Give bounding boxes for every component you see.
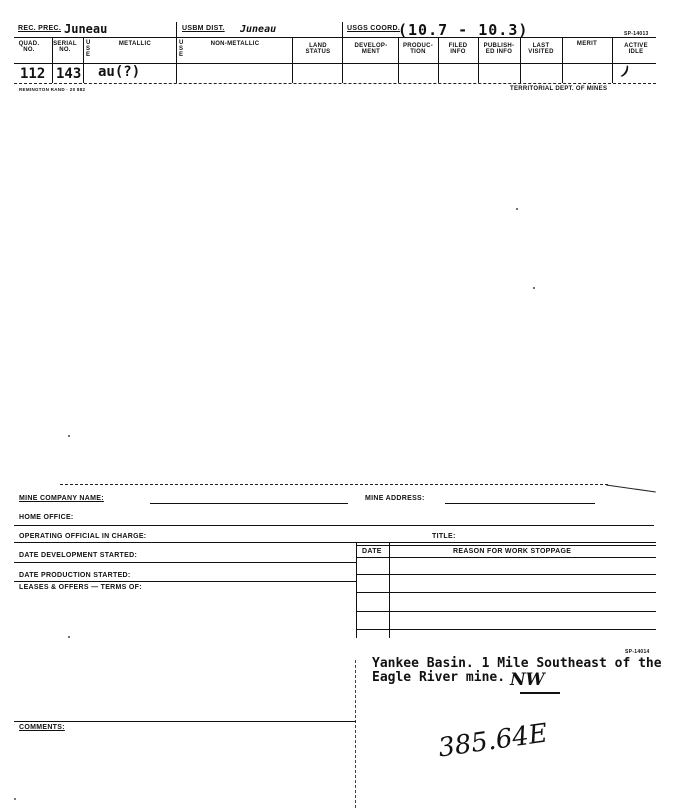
printer-imprint: REMINGTON RAND · 20 882 xyxy=(19,87,86,92)
bottom-card xyxy=(0,470,678,808)
pencil-stroke xyxy=(606,485,656,493)
col-published-info: PUBLISH-ED INFO xyxy=(483,43,515,55)
usbm-dist-value: Juneau xyxy=(240,24,277,35)
leases-offers-label: LEASES & OFFERS — TERMS OF: xyxy=(19,584,142,591)
col-metallic: METALLIC xyxy=(118,41,152,47)
divider xyxy=(355,660,356,808)
scan-speck xyxy=(516,208,518,210)
department-name: TERRITORIAL DEPT. OF MINES xyxy=(510,86,608,92)
quad-value: 112 xyxy=(20,66,46,82)
mine-company-label: MINE COMPANY NAME: xyxy=(19,495,104,502)
home-office-label: HOME OFFICE: xyxy=(19,514,74,521)
title-label: TITLE: xyxy=(432,533,456,540)
usbm-dist-label: USBM DIST. xyxy=(182,25,225,32)
form-number: SP-14013 xyxy=(624,31,649,37)
form-number-bottom: SP-14014 xyxy=(625,649,650,655)
scan-speck xyxy=(533,287,535,289)
date-production-label: DATE PRODUCTION STARTED: xyxy=(19,572,131,579)
reason-column-header: REASON FOR WORK STOPPAGE xyxy=(453,548,572,555)
col-use: U S E xyxy=(86,40,91,58)
location-note-line1: Yankee Basin. 1 Mile Southeast of the xyxy=(372,656,662,671)
mine-address-label: MINE ADDRESS: xyxy=(365,495,425,502)
usgs-coord-value: (10.7 - 10.3) xyxy=(398,21,529,39)
active-idle-mark: ) xyxy=(617,62,633,82)
col-merit: MERIT xyxy=(576,41,598,47)
serial-value: 143 xyxy=(56,66,82,82)
comments-label: COMMENTS: xyxy=(19,724,65,731)
location-note-line2: Eagle River mine. xyxy=(372,670,506,685)
col-nonmetallic: NON-METALLIC xyxy=(210,41,260,47)
col-active-idle: ACTIVE IDLE xyxy=(624,43,648,55)
date-development-label: DATE DEVELOPMENT STARTED: xyxy=(19,552,138,559)
handwritten-number: 385.64E xyxy=(436,718,550,764)
rec-prec-label: REC. PREC. xyxy=(18,25,62,32)
metallic-value: au(?) xyxy=(98,64,141,80)
col-production: PRODUC-TION xyxy=(402,43,434,55)
top-card xyxy=(0,0,678,100)
handwritten-correction: NW xyxy=(510,670,545,690)
date-column-header: DATE xyxy=(362,548,382,555)
scan-speck xyxy=(68,435,70,437)
col-land-status: LAND STATUS xyxy=(305,43,331,55)
usgs-coord-label: USGS COORD. xyxy=(347,25,401,32)
col-quad-no: QUAD. NO. xyxy=(18,41,40,53)
rec-prec-value: Juneau xyxy=(64,22,108,36)
col-serial-no: SERIAL NO. xyxy=(53,41,77,53)
col-filed-info: FILED INFO xyxy=(448,43,468,55)
col-use-2: U S E xyxy=(179,40,184,58)
col-last-visited: LAST VISITED xyxy=(528,43,554,55)
col-development: DEVELOP-MENT xyxy=(354,43,388,55)
operating-official-label: OPERATING OFFICIAL IN CHARGE: xyxy=(19,533,147,540)
